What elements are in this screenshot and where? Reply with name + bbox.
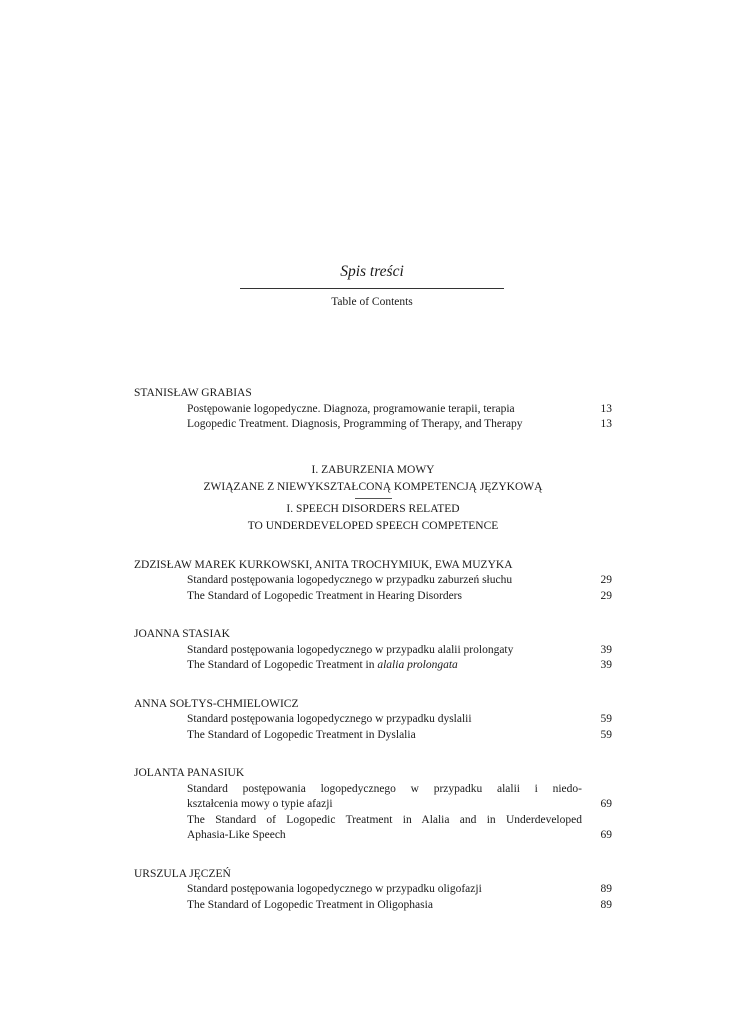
entry-title-line1: Standard postępowania logopedycznego w przypadku alalii i niedo- — [187, 782, 582, 795]
toc-entry[interactable] — [134, 589, 612, 605]
entry-title — [187, 782, 596, 813]
entry-title: Standard postępowania logopedycznego w przypadku alalii prolongaty — [187, 643, 514, 656]
entry-page: 59 — [600, 728, 612, 741]
toc-entry[interactable] — [134, 813, 612, 844]
author-name: JOANNA STASIAK — [134, 628, 230, 640]
toc-heading — [240, 262, 504, 309]
entry-page: 39 — [600, 659, 612, 671]
entry-title: Standard postępowania logopedycznego w przypadku oligofazji — [187, 883, 482, 895]
entry-title: The Standard of Logopedic Treatment in Dyslalia — [187, 728, 416, 741]
toc-block — [134, 558, 612, 605]
section-separator — [355, 498, 392, 499]
section-heading — [134, 463, 612, 535]
entry-title: Logopedic Treatment. Diagnosis, Programming of Therapy, and Therapy — [187, 418, 523, 430]
toc-entry[interactable] — [134, 882, 612, 898]
entry-page: 13 — [600, 418, 612, 430]
title-rule — [240, 288, 504, 289]
toc-entry[interactable] — [134, 417, 612, 433]
author-name: JOLANTA PANASIUK — [134, 767, 245, 779]
entry-page: 13 — [600, 402, 612, 415]
entry-title-line2: kształcenia mowy o typie afazji — [187, 798, 333, 810]
entry-page: 29 — [600, 574, 612, 586]
section-title-en-line2: TO UNDERDEVELOPED SPEECH COMPETENCE — [247, 520, 499, 532]
entry-title-line2: Aphasia-Like Speech — [187, 829, 286, 841]
author-name: ZDZISŁAW MAREK KURKOWSKI, ANITA TROCHYMIUK, EWA MUZYKA — [134, 558, 513, 571]
entry-page: 59 — [600, 713, 612, 725]
table-of-contents — [134, 386, 612, 913]
toc-entry[interactable] — [134, 658, 612, 674]
toc-entry[interactable] — [134, 402, 612, 418]
entry-page: 69 — [600, 798, 612, 810]
toc-block — [134, 697, 612, 744]
entry-page: 39 — [600, 643, 612, 656]
section-title-pl-line1: I. ZABURZENIA MOWY — [311, 463, 435, 476]
entry-title: The Standard of Logopedic Treatment in Oligophasia — [187, 898, 433, 911]
entry-page: 69 — [600, 829, 612, 841]
entry-page: 89 — [600, 883, 612, 895]
toc-block — [134, 867, 612, 914]
section-title-pl-line2: ZWIĄZANE Z NIEWYKSZTAŁCONĄ KOMPETENCJĄ JĘZYKOWĄ — [203, 481, 543, 493]
page-subtitle: Table of Contents — [331, 296, 413, 308]
toc-entry[interactable] — [134, 782, 612, 813]
entry-page: 29 — [600, 589, 612, 602]
author-name: ANNA SOŁTYS-CHMIELOWICZ — [134, 697, 299, 710]
toc-block — [134, 766, 612, 844]
entry-title — [187, 813, 596, 844]
entry-title-prefix: The Standard of Logopedic Treatment in — [187, 659, 378, 671]
toc-entry[interactable] — [134, 573, 612, 589]
author-name: URSZULA JĘCZEŃ — [134, 867, 231, 880]
section-title-en-line1: I. SPEECH DISORDERS RELATED — [286, 502, 460, 515]
entry-page: 89 — [600, 898, 612, 911]
toc-entry[interactable] — [134, 643, 612, 659]
entry-title-line1: The Standard of Logopedic Treatment in Alalia and in Underdeveloped — [187, 813, 582, 826]
entry-title: Standard postępowania logopedycznego w przypadku zaburzeń słuchu — [187, 574, 513, 586]
author-name: STANISŁAW GRABIAS — [134, 387, 252, 399]
entry-title — [187, 658, 596, 674]
toc-block — [134, 627, 612, 674]
entry-title: The Standard of Logopedic Treatment in Hearing Disorders — [187, 589, 462, 602]
entry-title-italic: alalia prolongata — [377, 659, 458, 671]
toc-block — [134, 386, 612, 433]
toc-entry[interactable] — [134, 728, 612, 744]
toc-entry[interactable] — [134, 898, 612, 914]
entry-title: Standard postępowania logopedycznego w przypadku dyslalii — [187, 713, 472, 725]
entry-title: Postępowanie logopedyczne. Diagnoza, programowanie terapii, terapia — [187, 402, 515, 415]
toc-entry[interactable] — [134, 712, 612, 728]
page-title: Spis treści — [340, 263, 404, 280]
